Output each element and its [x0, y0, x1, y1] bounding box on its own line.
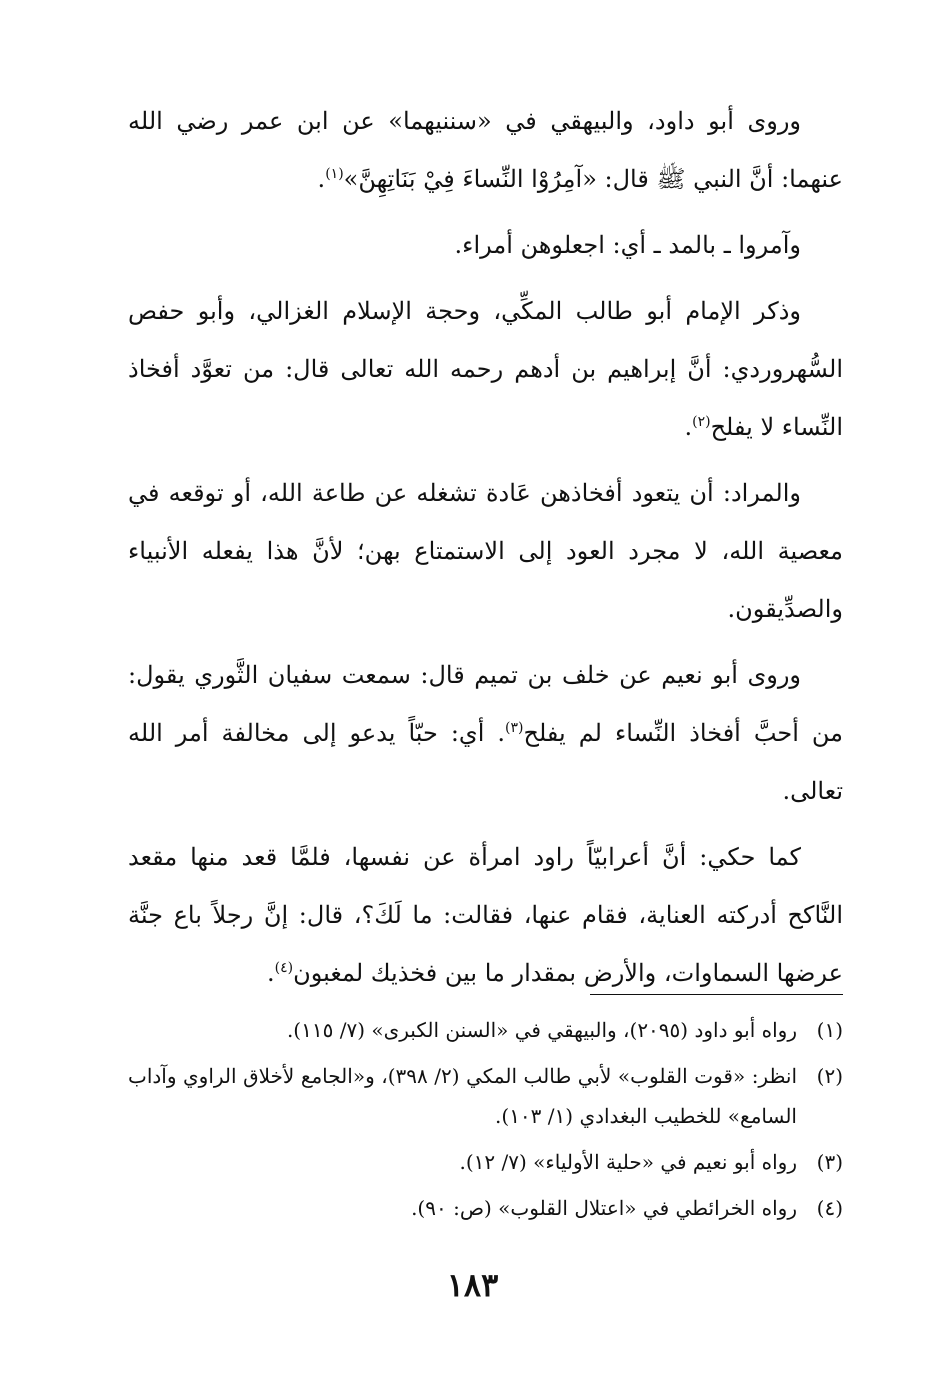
paragraph — [128, 216, 843, 274]
paragraph-text: والمراد: أن يتعود أفخاذهن عَادة تشغله عن طاعة الله، أو توقعه في معصية الله، لا مجرد العود إلى الاستمتاع بهن؛ لأنَّ هذا يفعله الأنبياء والصدِّيقون. — [128, 479, 843, 623]
footnote-number: (٤) — [816, 1196, 843, 1220]
paragraph-tail: . — [684, 413, 693, 441]
paragraph-tail: . — [267, 959, 275, 987]
paragraph-text: وروى أبو داود، والبيهقي في «سننيهما» عن ابن عمر رضي الله عنهما: أنَّ النبي ﷺ قال: «آمِرُوْا النِّساءَ فِيْ بَنَاتِهِنَّ» — [128, 107, 843, 193]
paragraph-text: وآمروا ـ بالمد ـ أي: اجعلوهن أمراء. — [454, 231, 801, 259]
footnote — [128, 1188, 843, 1228]
paragraph — [128, 464, 843, 638]
footnote-reference: (٣) — [505, 720, 524, 736]
footnote-text: انظر: «قوت القلوب» لأبي طالب المكي (٢/ ٣٩٨)، و«الجامع لأخلاق الراوي وآداب السامع» للخطيب البغدادي (١/ ١٠٣). — [128, 1064, 797, 1128]
paragraph — [128, 646, 843, 820]
footnote-number: (٣) — [816, 1150, 843, 1174]
paragraph — [128, 828, 843, 1002]
footnote-reference: (١) — [325, 166, 344, 182]
main-text — [128, 92, 843, 1002]
footnote-reference: (٢) — [692, 414, 711, 430]
footnote-text: رواه الخرائطي في «اعتلال القلوب» (ص: ٩٠). — [411, 1196, 797, 1220]
footnotes — [128, 1010, 843, 1234]
footnote-divider — [590, 994, 843, 995]
footnote-number: (١) — [816, 1018, 843, 1042]
footnote — [128, 1142, 843, 1182]
paragraph — [128, 92, 843, 208]
footnote-text: رواه أبو نعيم في «حلية الأولياء» (٧/ ١٢). — [459, 1150, 797, 1174]
footnote-text: رواه أبو داود (٢٠٩٥)، والبيهقي في «السنن الكبرى» (٧/ ١١٥). — [286, 1018, 797, 1042]
paragraph-text: وذكر الإمام أبو طالب المكِّي، وحجة الإسلام الغزالي، وأبو حفص السُّهروردي: أنَّ إبراهيم بن أدهم رحمه الله تعالى قال: من تعوَّد أفخاذ النِّساء لا يفلح — [128, 297, 843, 441]
page-number: ١٨٣ — [446, 1266, 499, 1304]
paragraph-tail: . أي: حبّاً يدعو إلى مخالفة أمر الله تعالى. — [128, 719, 843, 805]
paragraph-tail: . — [317, 165, 326, 193]
paragraph — [128, 282, 843, 456]
paragraph-text: كما حكي: أنَّ أعرابيّاً راود امرأة عن نفسها، فلمَّا قعد منها مقعد النَّاكح أدركته العناية، فقام عنها، فقالت: ما لَكَ؟، قال: إنَّ رجلاً باع جنَّة عرضها السماوات، والأرض بمقدار ما بين فخذيك لمغبون — [128, 843, 843, 987]
footnote — [128, 1010, 843, 1050]
footnote-number: (٢) — [816, 1064, 843, 1088]
paragraph-text: وروى أبو نعيم عن خلف بن تميم قال: سمعت سفيان الثَّوري يقول: من أحبَّ أفخاذ النِّساء لم يفلح — [128, 661, 844, 747]
footnote — [128, 1056, 843, 1136]
footnote-reference: (٤) — [274, 960, 294, 976]
